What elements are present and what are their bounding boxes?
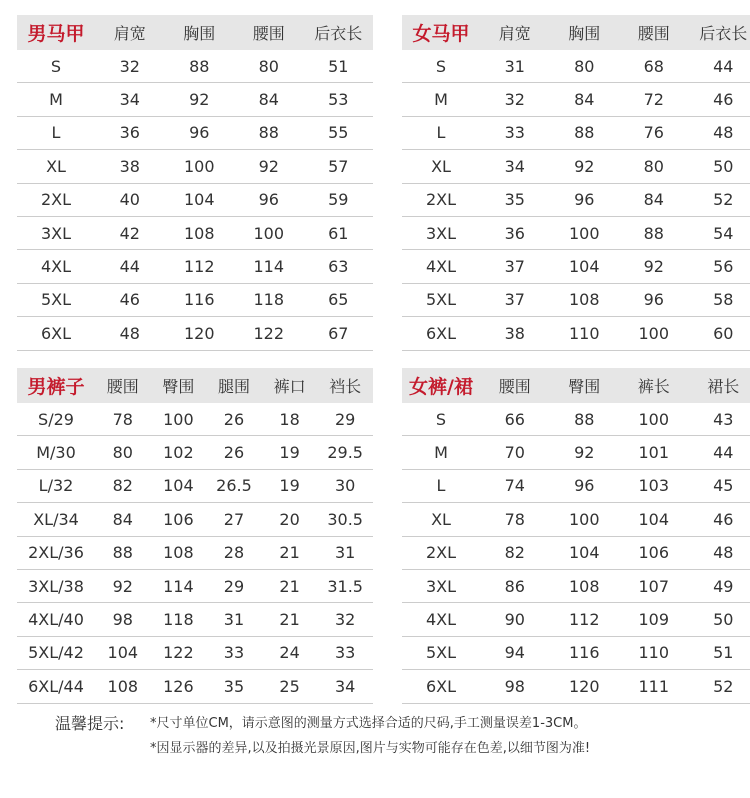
measurement-cell: 92 (574, 443, 595, 463)
women-pants-skirt-size-table (402, 368, 750, 704)
measurement-cell: 21 (279, 543, 300, 563)
size-label: 2XL (40, 190, 72, 210)
size-label: XL (431, 509, 451, 529)
measurement-cell: 50 (713, 156, 734, 176)
size-label: XL/34 (33, 509, 79, 529)
measurement-cell: 31 (334, 543, 356, 563)
tips-notes (55, 711, 590, 761)
size-label: L (436, 476, 446, 496)
measurement-cell: 107 (638, 576, 670, 596)
column-header: 臀围 (568, 377, 601, 396)
measurement-cell: 86 (504, 576, 525, 596)
measurement-cell: 80 (258, 56, 279, 76)
measurement-cell: 100 (568, 223, 600, 243)
measurement-cell: 52 (713, 190, 734, 210)
table-title: 男裤子 (27, 376, 85, 398)
table-row (402, 503, 750, 536)
table-row (402, 317, 750, 350)
measurement-cell: 33 (334, 643, 356, 663)
measurement-cell: 96 (574, 190, 595, 210)
column-header: 胸围 (568, 24, 601, 43)
measurement-cell: 100 (568, 509, 600, 529)
size-label: 2XL/36 (28, 543, 84, 563)
measurement-cell: 122 (163, 643, 194, 663)
size-label: 3XL/38 (28, 576, 84, 596)
table-row (17, 403, 373, 436)
measurement-cell: 37 (504, 257, 525, 277)
size-label: 2XL (425, 543, 457, 563)
measurement-cell: 44 (713, 56, 734, 76)
column-header: 腿围 (217, 377, 250, 396)
column-header: 腰围 (637, 24, 670, 43)
measurement-cell: 104 (107, 643, 139, 663)
measurement-cell: 96 (258, 190, 279, 210)
measurement-cell: 34 (504, 156, 525, 176)
table-header (402, 368, 750, 403)
table-header (17, 15, 373, 50)
table-title: 男马甲 (27, 23, 85, 45)
table-row (17, 284, 373, 317)
table-row (402, 284, 750, 317)
column-header: 后衣长 (314, 24, 363, 43)
measurement-cell: 56 (713, 257, 734, 277)
size-label: 5XL/42 (28, 643, 84, 663)
measurement-cell: 35 (504, 190, 525, 210)
size-label: S/29 (38, 409, 74, 429)
size-label: 5XL (425, 643, 457, 663)
table-row (17, 537, 373, 570)
measurement-cell: 108 (183, 223, 215, 243)
size-label: 5XL (40, 290, 72, 310)
measurement-cell: 18 (279, 409, 300, 429)
measurement-cell: 57 (328, 156, 349, 176)
measurement-cell: 36 (119, 123, 140, 143)
measurement-cell: 44 (119, 257, 140, 277)
table-row (17, 250, 373, 283)
table-row (17, 150, 373, 183)
size-label: 6XL (425, 323, 457, 343)
measurement-cell: 43 (713, 409, 734, 429)
measurement-cell: 116 (183, 290, 215, 310)
table-row (402, 670, 750, 703)
measurement-cell: 31 (504, 56, 525, 76)
measurement-cell: 114 (163, 576, 194, 596)
measurement-cell: 24 (279, 643, 300, 663)
measurement-cell: 46 (713, 90, 734, 110)
column-header: 裙长 (707, 377, 740, 396)
measurement-cell: 26 (223, 443, 245, 463)
measurement-cell: 36 (504, 223, 525, 243)
measurement-cell: 48 (713, 123, 734, 143)
table-row (17, 603, 373, 636)
men-pants-size-table (17, 368, 373, 704)
size-label: XL (431, 156, 451, 176)
measurement-cell: 108 (163, 543, 194, 563)
measurement-cell: 26.5 (216, 476, 252, 496)
table-row (402, 250, 750, 283)
measurement-cell: 34 (119, 90, 140, 110)
column-header: 腰围 (498, 377, 531, 396)
measurement-cell: 27 (223, 509, 245, 529)
measurement-cell: 34 (334, 676, 356, 696)
measurement-cell: 33 (504, 123, 525, 143)
table-row (17, 470, 373, 503)
measurement-cell: 38 (119, 156, 140, 176)
size-label: M (49, 90, 63, 110)
measurement-cell: 38 (504, 323, 525, 343)
men-vest-size-table (17, 15, 373, 351)
measurement-cell: 48 (713, 543, 734, 563)
column-header: 裤口 (273, 377, 306, 396)
measurement-cell: 67 (328, 323, 349, 343)
measurement-cell: 94 (504, 643, 525, 663)
measurement-cell: 80 (112, 443, 133, 463)
measurement-cell: 92 (574, 156, 595, 176)
measurement-cell: 30 (334, 476, 356, 496)
table-row (17, 83, 373, 116)
table-row (17, 117, 373, 150)
column-header: 胸围 (183, 24, 216, 43)
column-header: 臀围 (162, 377, 195, 396)
size-label: 3XL (425, 576, 457, 596)
measurement-cell: 84 (643, 190, 664, 210)
measurement-cell: 90 (504, 610, 525, 630)
measurement-cell: 65 (328, 290, 349, 310)
measurement-cell: 112 (183, 257, 215, 277)
measurement-cell: 46 (119, 290, 140, 310)
table-row (402, 570, 750, 603)
measurement-cell: 31.5 (327, 576, 363, 596)
measurement-cell: 78 (504, 509, 525, 529)
table-row (402, 436, 750, 469)
measurement-cell: 104 (638, 509, 670, 529)
measurement-cell: 108 (568, 290, 600, 310)
table-row (402, 403, 750, 436)
measurement-cell: 51 (713, 643, 734, 663)
measurement-cell: 104 (183, 190, 215, 210)
measurement-cell: 84 (258, 90, 279, 110)
tips-line-2: *因显示器的差异,以及拍摄光景原因,图片与实物可能存在色差,以细节图为准! (150, 741, 591, 756)
size-label: S (435, 56, 447, 76)
measurement-cell: 80 (643, 156, 664, 176)
measurement-cell: 100 (163, 409, 194, 429)
table-row (402, 83, 750, 116)
table-title: 女马甲 (412, 23, 470, 45)
measurement-cell: 48 (119, 323, 140, 343)
measurement-cell: 100 (253, 223, 285, 243)
measurement-cell: 45 (713, 476, 734, 496)
measurement-cell: 68 (643, 56, 664, 76)
measurement-cell: 92 (112, 576, 133, 596)
column-header: 裤长 (637, 377, 670, 396)
measurement-cell: 40 (119, 190, 140, 210)
table-row (17, 317, 373, 350)
column-header: 肩宽 (498, 24, 531, 43)
measurement-cell: 80 (574, 56, 595, 76)
table-row (402, 637, 750, 670)
measurement-cell: 19 (279, 443, 300, 463)
measurement-cell: 82 (112, 476, 133, 496)
measurement-cell: 88 (189, 56, 210, 76)
measurement-cell: 66 (504, 409, 525, 429)
size-label: 6XL (425, 676, 457, 696)
size-label: S (435, 409, 447, 429)
measurement-cell: 19 (279, 476, 300, 496)
size-label: 4XL (40, 257, 72, 277)
table-row (17, 436, 373, 469)
size-label: 4XL (425, 610, 457, 630)
measurement-cell: 32 (334, 610, 356, 630)
table-header (17, 368, 373, 403)
measurement-cell: 101 (638, 443, 670, 463)
measurement-cell: 53 (328, 90, 349, 110)
table-row (17, 217, 373, 250)
measurement-cell: 116 (568, 643, 600, 663)
measurement-cell: 104 (568, 543, 600, 563)
table-row (402, 50, 750, 83)
table-row (402, 603, 750, 636)
measurement-cell: 54 (713, 223, 734, 243)
measurement-cell: 110 (638, 643, 670, 663)
measurement-cell: 100 (183, 156, 215, 176)
column-header: 后衣长 (699, 24, 748, 43)
measurement-cell: 92 (258, 156, 279, 176)
measurement-cell: 32 (504, 90, 525, 110)
measurement-cell: 88 (112, 543, 133, 563)
measurement-cell: 70 (504, 443, 525, 463)
measurement-cell: 61 (328, 223, 349, 243)
measurement-cell: 106 (638, 543, 670, 563)
tips-label: 温馨提示: (55, 714, 125, 733)
measurement-cell: 118 (253, 290, 285, 310)
size-label: L (51, 123, 61, 143)
measurement-cell: 21 (279, 576, 300, 596)
measurement-cell: 20 (279, 509, 300, 529)
measurement-cell: 29 (223, 576, 245, 596)
measurement-cell: 120 (183, 323, 215, 343)
measurement-cell: 29.5 (327, 443, 363, 463)
size-label: 2XL (425, 190, 457, 210)
measurement-cell: 74 (504, 476, 525, 496)
measurement-cell: 114 (253, 257, 285, 277)
measurement-cell: 50 (713, 610, 734, 630)
size-label: S (50, 56, 62, 76)
measurement-cell: 37 (504, 290, 525, 310)
measurement-cell: 98 (504, 676, 525, 696)
measurement-cell: 96 (643, 290, 664, 310)
measurement-cell: 120 (568, 676, 600, 696)
size-label: 6XL (40, 323, 72, 343)
size-label: 3XL (425, 223, 457, 243)
measurement-cell: 84 (112, 509, 133, 529)
measurement-cell: 49 (713, 576, 734, 596)
measurement-cell: 103 (638, 476, 670, 496)
table-title: 女裤/裙 (409, 376, 473, 398)
measurement-cell: 100 (638, 409, 670, 429)
size-label: 5XL (425, 290, 457, 310)
table-row (17, 637, 373, 670)
measurement-cell: 126 (163, 676, 194, 696)
measurement-cell: 104 (163, 476, 194, 496)
measurement-cell: 110 (568, 323, 600, 343)
measurement-cell: 82 (504, 543, 525, 563)
measurement-cell: 46 (713, 509, 734, 529)
size-label: M (434, 90, 448, 110)
size-label: L (436, 123, 446, 143)
size-label: 3XL (40, 223, 72, 243)
column-header: 腰围 (106, 377, 139, 396)
measurement-cell: 92 (189, 90, 210, 110)
measurement-cell: 112 (568, 610, 600, 630)
size-label: M (434, 443, 448, 463)
measurement-cell: 100 (638, 323, 670, 343)
table-row (402, 537, 750, 570)
size-label: XL (46, 156, 66, 176)
measurement-cell: 52 (713, 676, 734, 696)
column-header: 腰围 (252, 24, 285, 43)
women-vest-size-table (402, 15, 750, 351)
measurement-cell: 44 (713, 443, 734, 463)
column-header: 肩宽 (113, 24, 146, 43)
measurement-cell: 122 (253, 323, 285, 343)
measurement-cell: 25 (279, 676, 300, 696)
measurement-cell: 104 (568, 257, 600, 277)
table-row (17, 50, 373, 83)
measurement-cell: 78 (112, 409, 133, 429)
table-row (17, 503, 373, 536)
measurement-cell: 26 (223, 409, 245, 429)
tips-line-1: *尺寸单位CM，请示意图的测量方式选择合适的尺码,手工测量误差1-3CM。 (150, 716, 587, 731)
measurement-cell: 63 (328, 257, 349, 277)
measurement-cell: 98 (112, 610, 133, 630)
measurement-cell: 118 (163, 610, 194, 630)
table-row (402, 184, 750, 217)
measurement-cell: 31 (223, 610, 245, 630)
measurement-cell: 76 (643, 123, 664, 143)
table-header (402, 15, 750, 50)
table-row (402, 217, 750, 250)
measurement-cell: 72 (643, 90, 664, 110)
measurement-cell: 30.5 (327, 509, 363, 529)
measurement-cell: 28 (223, 543, 245, 563)
measurement-cell: 108 (568, 576, 600, 596)
measurement-cell: 92 (643, 257, 664, 277)
measurement-cell: 29 (334, 409, 356, 429)
measurement-cell: 88 (574, 123, 595, 143)
table-row (17, 184, 373, 217)
measurement-cell: 96 (189, 123, 210, 143)
measurement-cell: 106 (163, 509, 194, 529)
measurement-cell: 109 (638, 610, 670, 630)
measurement-cell: 21 (279, 610, 300, 630)
measurement-cell: 33 (223, 643, 245, 663)
measurement-cell: 102 (163, 443, 194, 463)
measurement-cell: 42 (119, 223, 140, 243)
table-row (402, 150, 750, 183)
size-label: 4XL (425, 257, 457, 277)
column-header: 裆长 (329, 377, 362, 396)
size-label: 4XL/40 (28, 610, 84, 630)
measurement-cell: 51 (328, 56, 349, 76)
measurement-cell: 32 (119, 56, 140, 76)
measurement-cell: 88 (643, 223, 664, 243)
table-row (17, 570, 373, 603)
measurement-cell: 35 (223, 676, 245, 696)
measurement-cell: 88 (258, 123, 279, 143)
measurement-cell: 59 (328, 190, 349, 210)
size-label: L/32 (38, 476, 74, 496)
size-label: M/30 (36, 443, 76, 463)
measurement-cell: 58 (713, 290, 734, 310)
table-row (402, 117, 750, 150)
measurement-cell: 88 (574, 409, 595, 429)
measurement-cell: 96 (574, 476, 595, 496)
measurement-cell: 55 (328, 123, 349, 143)
measurement-cell: 84 (574, 90, 595, 110)
size-label: 6XL/44 (28, 676, 84, 696)
measurement-cell: 111 (638, 676, 670, 696)
table-row (402, 470, 750, 503)
measurement-cell: 60 (713, 323, 734, 343)
table-row (17, 670, 373, 703)
measurement-cell: 108 (107, 676, 139, 696)
